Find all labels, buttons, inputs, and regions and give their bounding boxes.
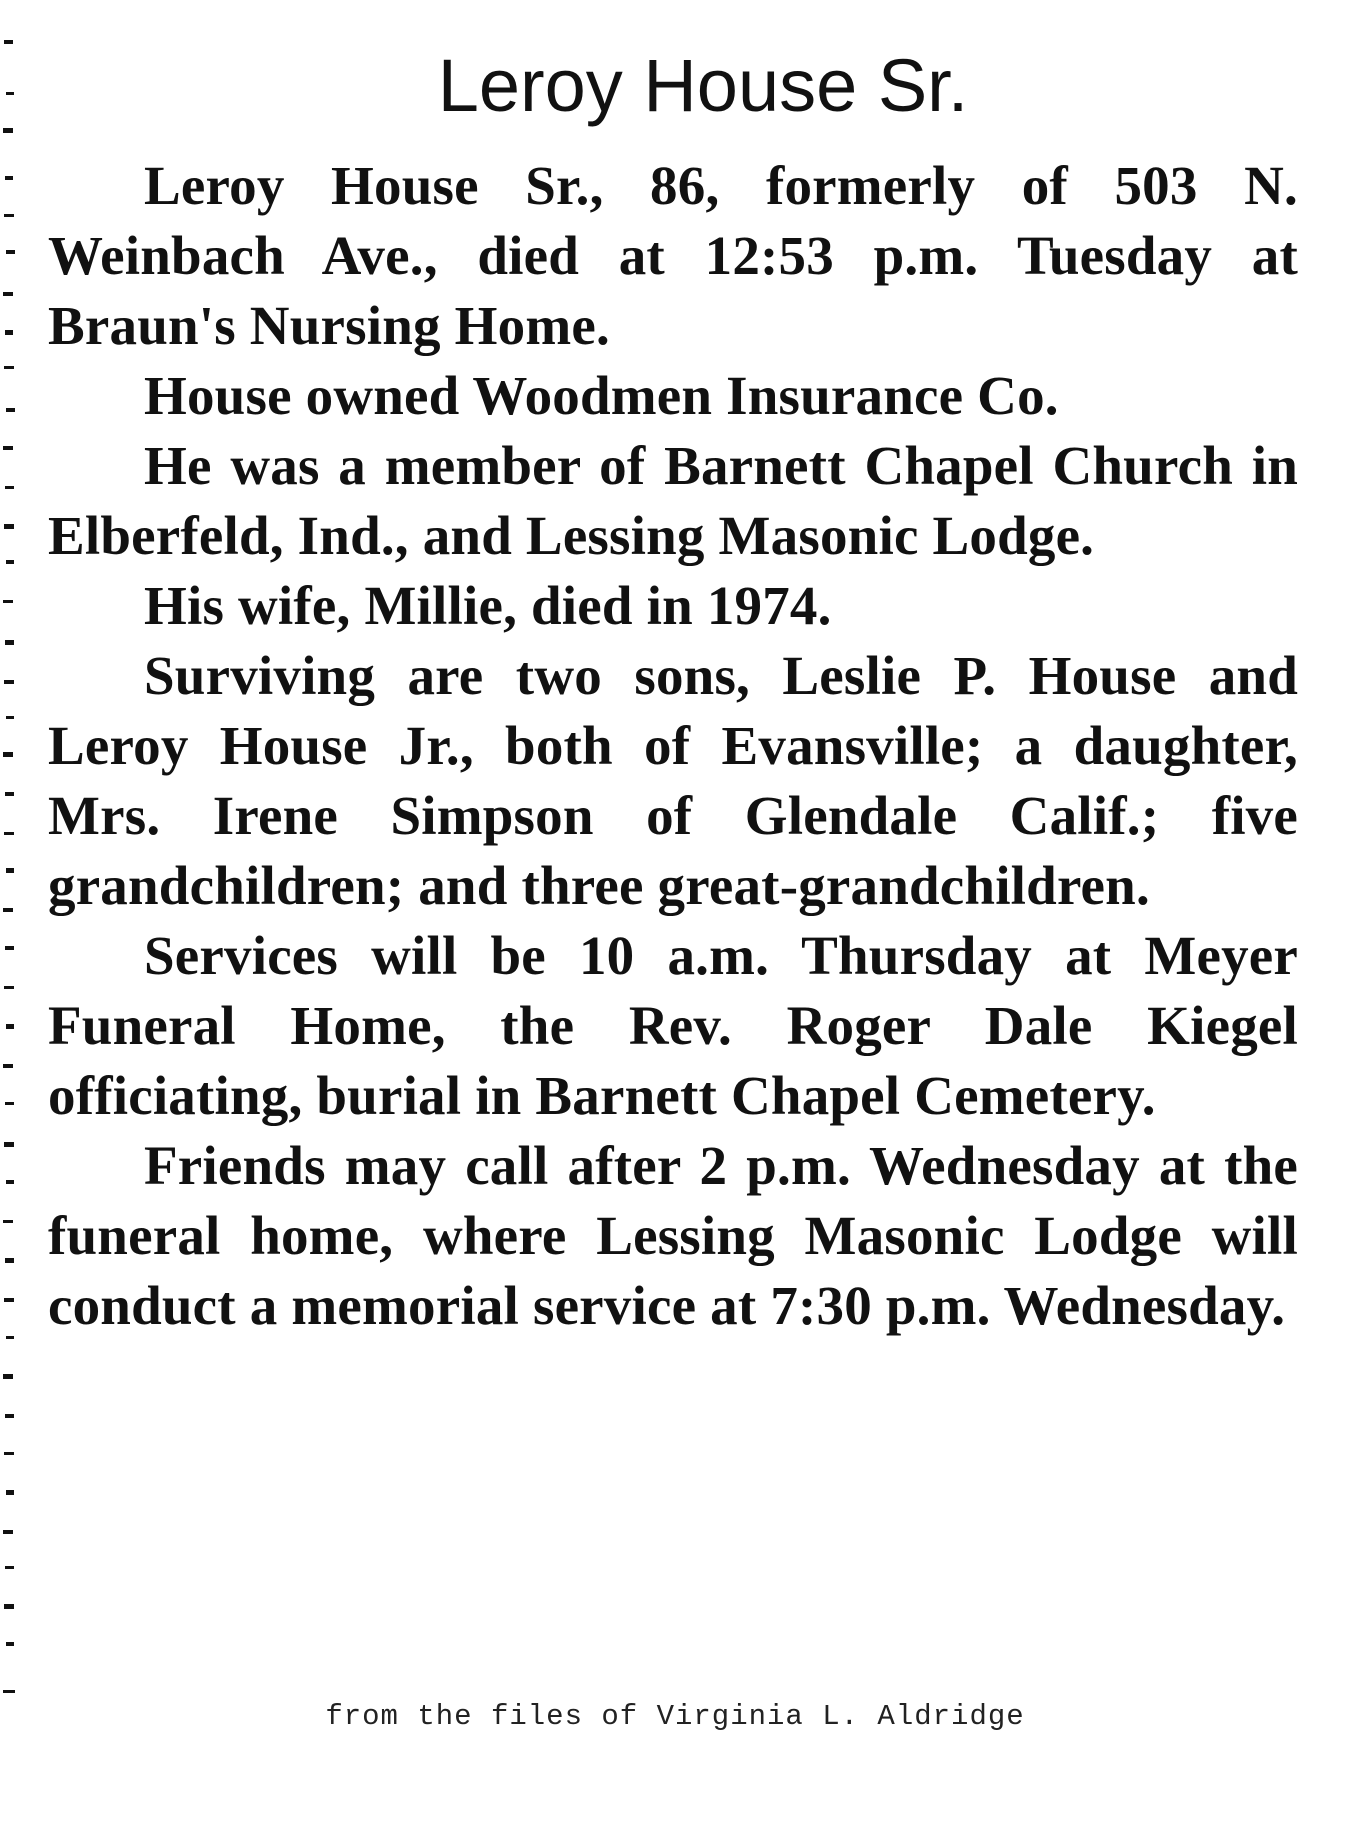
torn-clipping-edge (0, 0, 28, 1720)
source-credit: from the files of Virginia L. Aldridge (325, 1700, 1025, 1733)
obituary-paragraph: Friends may call after 2 p.m. Wednesday at the funeral home, where Lessing Masonic Lodge will conduct a memorial service at 7:30 p.m. Wednesday. (48, 1134, 1298, 1336)
obituary-headline: Leroy House Sr. (437, 44, 969, 127)
obituary-paragraph: Surviving are two sons, Leslie P. House and Leroy House Jr., both of Evansville; a daughter, Mrs. Irene Simpson of Glendale Calif.; five grandchildren; and three great-grandchildren. (48, 644, 1298, 916)
obituary-paragraph: He was a member of Barnett Chapel Church in Elberfeld, Ind., and Lessing Masonic Lodge. (48, 434, 1298, 566)
obituary-paragraph: His wife, Millie, died in 1974. (144, 574, 832, 636)
obituary-paragraph: Leroy House Sr., 86, formerly of 503 N. Weinbach Ave., died at 12:53 p.m. Tuesday at Braun's Nursing Home. (48, 154, 1298, 356)
obituary-paragraph: House owned Woodmen Insurance Co. (144, 364, 1059, 426)
obituary-clipping (48, 40, 1298, 1341)
obituary-paragraph: Services will be 10 a.m. Thursday at Meyer Funeral Home, the Rev. Roger Dale Kiegel officiating, burial in Barnett Chapel Cemetery. (48, 924, 1298, 1126)
obituary-body (48, 151, 1298, 1341)
